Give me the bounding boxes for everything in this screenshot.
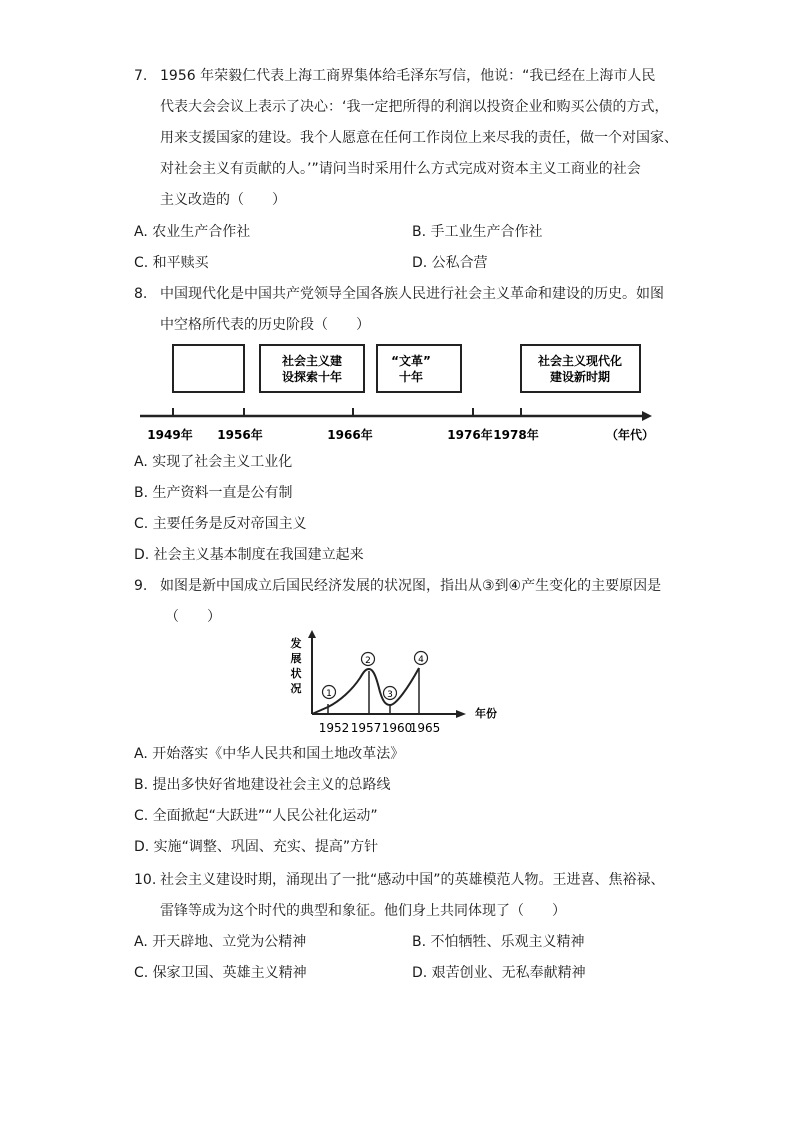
point-marker-label: 3 bbox=[387, 690, 393, 700]
question-number: 8. bbox=[134, 286, 148, 302]
option-c[interactable]: C. 全面掀起“大跃进”“人民公社化运动” bbox=[134, 808, 378, 824]
graph-y-label: 展 bbox=[290, 652, 302, 665]
timeline-tick-label: 1966年 bbox=[327, 428, 373, 442]
point-marker-label: 2 bbox=[365, 656, 371, 666]
question-text-line: （ ） bbox=[165, 609, 221, 625]
point-marker-label: 1 bbox=[326, 689, 332, 699]
stage-box-label: 设探索十年 bbox=[281, 370, 343, 384]
option-b[interactable]: B. 不怕牺牲、乐观主义精神 bbox=[412, 934, 585, 950]
graph-y-label: 状 bbox=[290, 667, 302, 680]
blank-stage-box bbox=[173, 345, 244, 392]
timeline-tick-label: 1956年 bbox=[217, 428, 263, 442]
option-b[interactable]: B. 提出多快好省地建设社会主义的总路线 bbox=[134, 777, 391, 793]
stage-box-exploration bbox=[260, 345, 364, 392]
point-marker-label: 4 bbox=[418, 655, 424, 665]
stage-box-label: 社会主义现代化 bbox=[537, 354, 623, 368]
question-text-line: 中国现代化是中国共产党领导全国各族人民进行社会主义革命和建设的历史。如图 bbox=[160, 286, 664, 302]
option-a[interactable]: A. 开始落实《中华人民共和国土地改革法》 bbox=[134, 746, 405, 762]
economy-development-graph bbox=[282, 630, 504, 738]
graph-x-arrowhead bbox=[456, 710, 466, 718]
question-text-line: 代表大会会议上表示了决心：‘我一定把所得的利润以投资企业和购买公债的方式， bbox=[160, 99, 669, 115]
timeline-unit-label: （年代） bbox=[605, 428, 655, 442]
option-c[interactable]: C. 主要任务是反对帝国主义 bbox=[134, 516, 307, 532]
graph-year-label: 1960 bbox=[381, 721, 413, 735]
graph-x-label: 年份 bbox=[475, 707, 497, 720]
option-a[interactable]: A. 农业生产合作社 bbox=[134, 224, 251, 240]
question-text-line: 中空格所代表的历史阶段（ ） bbox=[160, 317, 370, 333]
option-b[interactable]: B. 生产资料一直是公有制 bbox=[134, 485, 293, 501]
option-b[interactable]: B. 手工业生产合作社 bbox=[412, 224, 543, 240]
question-text-line: 社会主义建设时期，涌现出了一批“感动中国”的英雄模范人物。王进喜、焦裕禄、 bbox=[160, 872, 665, 888]
graph-y-label: 发 bbox=[290, 637, 302, 650]
stage-box-label: “文革” bbox=[391, 354, 431, 368]
stage-box-label: 建设新时期 bbox=[549, 370, 611, 384]
graph-y-label: 况 bbox=[290, 682, 302, 695]
graph-year-label: 1957 bbox=[350, 721, 382, 735]
graph-year-label: 1965 bbox=[409, 721, 441, 735]
stage-box-label: 社会主义建 bbox=[281, 354, 343, 368]
option-d[interactable]: D. 社会主义基本制度在我国建立起来 bbox=[134, 547, 364, 563]
option-a[interactable]: A. 实现了社会主义工业化 bbox=[134, 454, 293, 470]
question-text-line: 对社会主义有贡献的人。’”请问当时采用什么方式完成对资本主义工商业的社会 bbox=[160, 161, 641, 177]
option-c[interactable]: C. 保家卫国、英雄主义精神 bbox=[134, 965, 307, 981]
question-text-line: 用来支援国家的建设。我个人愿意在任何工作岗位上来尽我的责任，做一个对国家、 bbox=[160, 130, 678, 146]
question-text-line: 雷锋等成为这个时代的典型和象征。他们身上共同体现了（ ） bbox=[160, 903, 566, 919]
question-text-line: 如图是新中国成立后国民经济发展的状况图，指出从③到④产生变化的主要原因是 bbox=[160, 578, 662, 594]
question-text-line: 主义改造的（ ） bbox=[160, 192, 286, 208]
stage-box-cultural-revolution bbox=[377, 345, 461, 392]
timeline-tick-label: 1949年 bbox=[147, 428, 193, 442]
option-a[interactable]: A. 开天辟地、立党为公精神 bbox=[134, 934, 307, 950]
graph-y-arrowhead bbox=[308, 630, 316, 638]
stage-box-modernization bbox=[521, 345, 640, 392]
history-timeline-figure bbox=[130, 338, 660, 448]
question-number: 9. bbox=[134, 578, 148, 594]
question-number: 10. bbox=[134, 872, 157, 888]
stage-box-label: 十年 bbox=[398, 370, 424, 384]
option-d[interactable]: D. 公私合营 bbox=[412, 255, 488, 271]
option-d[interactable]: D. 实施“调整、巩固、充实、提高”方针 bbox=[134, 839, 379, 855]
graph-year-label: 1952 bbox=[318, 721, 350, 735]
question-number: 7. bbox=[134, 68, 148, 84]
option-d[interactable]: D. 艰苦创业、无私奉献精神 bbox=[412, 965, 586, 981]
option-c[interactable]: C. 和平赎买 bbox=[134, 255, 209, 271]
timeline-tick-label: 1976年 bbox=[447, 428, 493, 442]
question-text-line: 1956 年荣毅仁代表上海工商界集体给毛泽东写信，他说：“我已经在上海市人民 bbox=[160, 68, 656, 84]
timeline-arrowhead bbox=[642, 411, 652, 421]
timeline-tick-label: 1978年 bbox=[493, 428, 539, 442]
